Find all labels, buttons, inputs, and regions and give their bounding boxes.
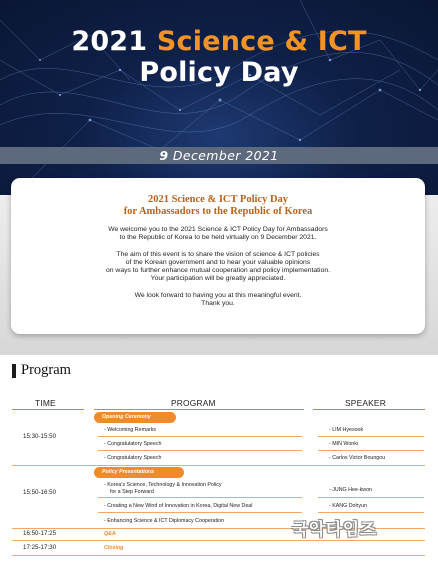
invitation-paragraph-3: We look forward to having you at this meaningful event. Thank you. bbox=[134, 291, 302, 308]
program-item: - Creating a New Wind of Innovation in Korea, Digital New Deal bbox=[104, 503, 253, 509]
hero-banner bbox=[0, 0, 438, 195]
speaker-name: - LIM Hyesook bbox=[329, 427, 364, 433]
time-slot: 17:25-17:30 bbox=[23, 544, 57, 551]
speaker-name: - MIN Wonki bbox=[329, 441, 359, 447]
session-badge-opening: Opening Ceremony bbox=[94, 412, 176, 423]
row-divider bbox=[98, 450, 302, 451]
closing-label: Closing bbox=[104, 545, 124, 551]
section-divider bbox=[12, 555, 425, 556]
time-slot: 16:50-17:25 bbox=[23, 530, 57, 537]
invitation-card bbox=[11, 178, 425, 334]
event-title: 2021 Science & ICT Policy Day bbox=[71, 26, 367, 88]
speaker-name: - JUNG Hee-kwon bbox=[329, 487, 372, 493]
row-divider bbox=[318, 436, 424, 437]
qa-label: Q&A bbox=[104, 531, 116, 537]
section-divider bbox=[12, 465, 425, 466]
speaker-name: - Carlos Victor Boungou bbox=[329, 455, 386, 461]
section-marker bbox=[12, 364, 16, 378]
row-divider bbox=[318, 450, 424, 451]
event-date: 9 December 2021 bbox=[0, 147, 438, 164]
invitation-heading-line1: 2021 Science & ICT Policy Day bbox=[147, 194, 289, 205]
program-item: - Enhancing Science & ICT Diplomacy Cooperation bbox=[104, 518, 225, 524]
row-divider bbox=[98, 436, 302, 437]
program-item: - Congratulatory Speech bbox=[104, 441, 162, 447]
row-divider bbox=[98, 512, 302, 513]
watermark: 국악타임즈 bbox=[292, 520, 377, 540]
time-slot: 15:30-15:50 bbox=[23, 433, 57, 440]
invitation-paragraph-1: We welcome you to the 2021 Science & ICT Policy Day for Ambassadors to the Republic of Korea to be held virtually on 9 December 2021. bbox=[108, 226, 328, 242]
invitation-paragraph-2: The aim of this event is to share the vision of science & ICT policies of the Korean government and to hear your valuable opinions on ways to further enhance mutual cooperation and policy implementation. Your participation will be greatly appreciated. bbox=[105, 250, 331, 283]
program-item: - Korea's Science, Technology & Innovation Policy for a Step Forward bbox=[104, 482, 222, 495]
invitation-heading-line2: for Ambassadors to the Republic of Korea bbox=[123, 206, 313, 217]
row-divider bbox=[318, 497, 424, 498]
program-item: - Welcoming Remarks bbox=[104, 427, 156, 433]
column-underline-speaker bbox=[313, 409, 425, 410]
column-underline-time bbox=[12, 409, 84, 410]
column-header-time: TIME bbox=[35, 398, 56, 408]
column-underline-program bbox=[94, 409, 304, 410]
program-title: Program bbox=[21, 362, 71, 378]
row-divider bbox=[98, 497, 302, 498]
row-divider bbox=[318, 512, 424, 513]
column-header-program: PROGRAM bbox=[171, 398, 216, 408]
program-item: - Congratulatory Speech bbox=[104, 455, 162, 461]
session-badge-presentations: Policy Presentations bbox=[94, 467, 184, 478]
speaker-name: - KANG Dohyun bbox=[329, 503, 367, 509]
time-slot: 15:50-16:50 bbox=[23, 489, 57, 496]
column-header-speaker: SPEAKER bbox=[345, 398, 386, 408]
